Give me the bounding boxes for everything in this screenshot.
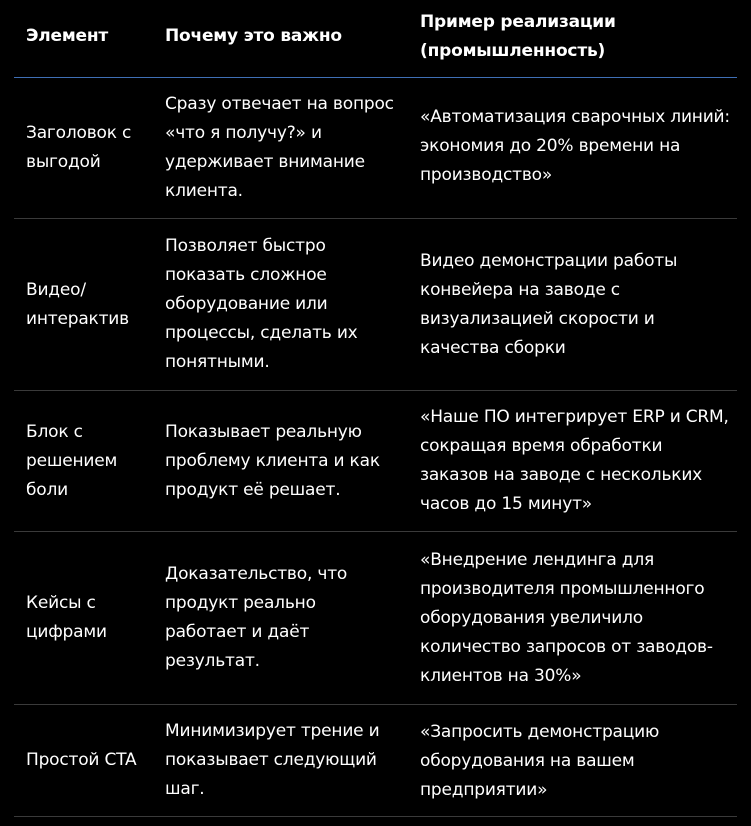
header-element: Элемент [26, 26, 109, 46]
cell-why: Позволяет быстро показать сложное оборудование или процессы, сделать их понятными. [165, 236, 358, 372]
cell-why: Сразу отвечает на вопрос «что я получу?» и удерживает внимание клиента. [165, 94, 394, 201]
table-row [14, 532, 737, 705]
table-row [14, 391, 737, 532]
cell-example: «Запросить демонстрацию оборудования на вашем предприятии» [420, 722, 660, 800]
cell-why: Минимизирует трение и показывает следующий шаг. [165, 721, 380, 799]
cell-element: Блок с решением боли [26, 421, 118, 500]
table-row [14, 705, 737, 817]
cell-example: «Наше ПО интегрирует ERP и CRM, сокращая время обработки заказов на заводе с нескольких часов до 15 минут» [420, 407, 729, 514]
cell-example: Видео демонстрации работы конвейера на заводе с визуализацией скорости и качества сборки [420, 250, 678, 358]
cell-element: Заголовок с выгодой [26, 123, 132, 172]
cell-example: «Внедрение лендинга для производителя промышленного оборудования увеличило количество запросов от заводов-клиентов на 30%» [420, 549, 713, 686]
comparison-table [14, 0, 737, 817]
cell-why: Доказательство, что продукт реально работает и даёт результат. [165, 564, 348, 671]
cell-why: Показывает реальную проблему клиента и как продукт её решает. [165, 421, 380, 500]
table-row [14, 78, 737, 219]
table-row [14, 219, 737, 391]
header-why: Почему это важно [165, 26, 342, 46]
cell-element: Кейсы с цифрами [26, 593, 107, 642]
cell-element: Простой CTA [26, 750, 137, 770]
cell-element: Видео/ интерактив [26, 279, 129, 329]
cell-example: «Автоматизация сварочных линий: экономия до 20% времени на производство» [420, 107, 730, 185]
header-example: Пример реализации (промышленность) [420, 12, 616, 61]
table-header [14, 0, 737, 78]
